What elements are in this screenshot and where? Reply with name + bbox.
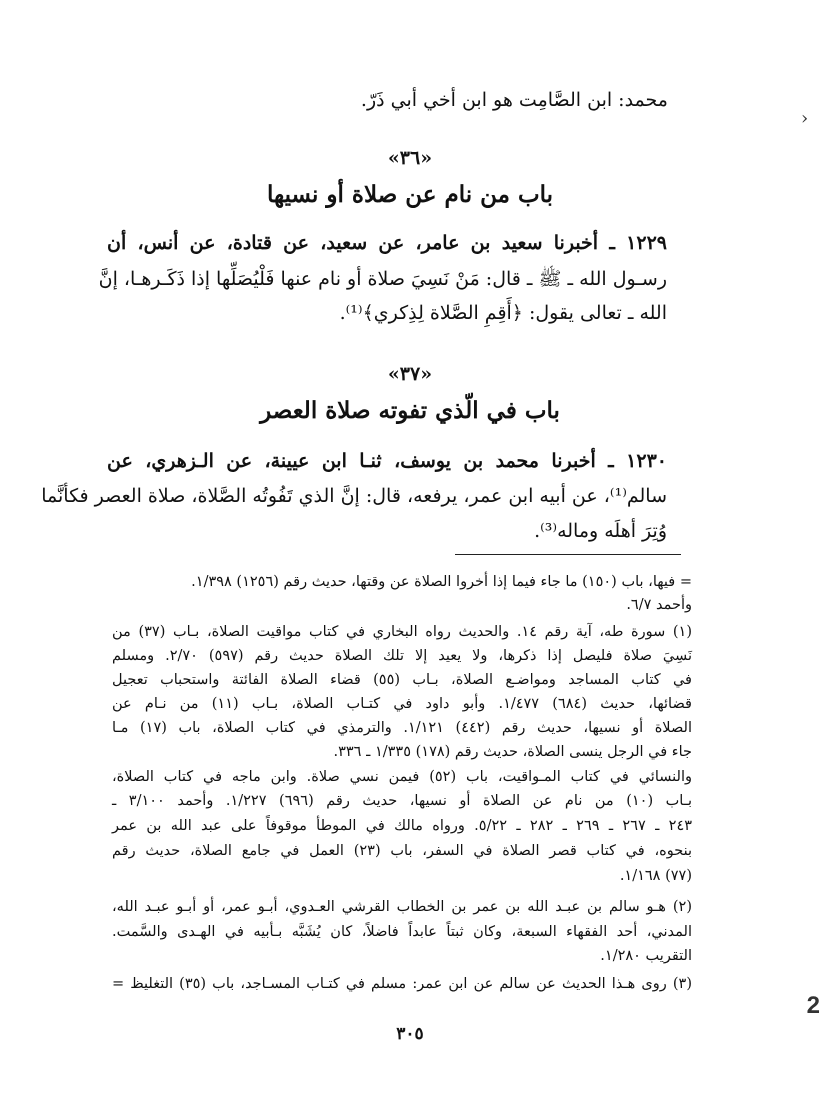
- hadith-1229-line-3: الله ـ تعالى يقول: ﴿أَقِمِ الصَّلاة لِذِكري﴾⁽¹⁾.: [339, 302, 667, 324]
- footnote-line: = فيها، باب (١٥٠) ما جاء فيما إذا أخروا الصلاة عن وقتها، حديث رقم (١٢٥٦) ١/٣٩٨.: [191, 574, 692, 590]
- section-36-number: «٣٦»: [387, 147, 433, 169]
- top-line: محمد: ابن الصَّامِت هو ابن أخي أبي ذَرّ.: [360, 89, 668, 111]
- footnote-line: بـاب (١٠) من نام عن الصلاة أو نسيها، حديث رقم (٦٩٦) ١/٢٢٧. وأحمد ٣/١٠٠ ـ: [112, 793, 692, 809]
- footnote-line: (٧٧) ١/١٦٨.: [619, 868, 692, 884]
- section-36-title: باب من نام عن صلاة أو نسيها: [266, 181, 554, 208]
- footnote-line: (٣) روى هـذا الحديث عن سالم عن ابن عمر: مسلم في كتـاب المسـاجد، باب (٣٥) التغليظ =: [112, 976, 693, 992]
- hadith-1229-line-2: رسـول الله ـ ﷺ ـ قال: مَنْ نَسِيَ صلاة أو نام عنها فَلْيُصَلِّها إذا ذَكَـرهـا، إنَّ: [98, 268, 667, 290]
- scan-tick-mark-icon: ‹: [801, 108, 809, 129]
- footnote-line: (٢) هـو سالم بن عبـد الله بن عمر بن الخطاب القرشي العـدوي، أبـو عمر، أو أبـو عبـد الله،: [112, 899, 692, 915]
- hadith-1230-line-2: سالم⁽¹⁾، عن أبيه ابن عمر، يرفعه، قال: إنَّ الذي تَفُوتُه الصَّلاة، صلاة العصر فكأنَّما: [41, 485, 667, 507]
- section-37-title: باب في الّذي تفوته صلاة العصر: [260, 397, 560, 424]
- footnote-line: ٢٤٣ ـ ٢٦٧ ـ ٢٦٩ ـ ٢٨٢ ـ ٥/٢٢. ورواه مالك في الموطأ موقوفاً على عبد الله بن عمر: [112, 818, 693, 834]
- page-number: ٣٠٥: [396, 1024, 424, 1044]
- footnote-line: المدني، أحد الفقهاء السبعة، وكان ثبتاً عابداً فاضلاً، كان يُشَبَّه بـأبيه في الهـدى والسَّمت.: [112, 924, 692, 940]
- section-37-number: «٣٧»: [387, 363, 433, 385]
- hadith-1230-line-3: وُتِرَ أهلَه وماله⁽³⁾.: [534, 520, 667, 542]
- hadith-1230-line-1: ١٢٣٠ ـ أخبرنا محمد بن يوسف، ثنـا ابن عيينة، عن الـزهري، عن: [107, 450, 667, 472]
- footnote-line: وأحمد ٦/٧.: [626, 597, 692, 613]
- footnote-line: بنحوه، في كتاب قصر الصلاة في السفر، باب (٢٣) العمل في جامع الصلاة، حديث رقم: [112, 843, 692, 859]
- footnote-line: (١) سورة طه، آية رقم ١٤. والحديث رواه البخاري في كتاب مواقيت الصلاة، بـاب (٣٧) من: [112, 624, 692, 640]
- margin-mark: 2: [806, 992, 820, 1019]
- footnote-line: الصلاة أو نسيها، حديث رقم (٤٤٢) ١/١٢١. والترمذي في كتاب الصلاة، باب (١٧) مـا: [112, 720, 692, 736]
- footnote-line: والنسائي في كتاب المـواقيت، باب (٥٢) فيمن نسي صلاة. وابن ماجه في كتاب الصلاة،: [112, 769, 692, 785]
- footnote-line: في كتاب المساجد ومواضـع الصلاة، بـاب (٥٥) قضاء الصلاة الفائتة واستحباب تعجيل: [112, 672, 692, 688]
- footnote-line: قضائها، حديث (٦٨٤) ١/٤٧٧. وأبو داود في كتـاب الصلاة، بـاب (١١) من نـام عن: [112, 696, 692, 712]
- hadith-1229-line-1: ١٢٢٩ ـ أخبرنا سعيد بن عامر، عن سعيد، عن قتادة، عن أنس، أن: [107, 232, 667, 254]
- footnote-divider: [455, 554, 681, 555]
- footnote-line: نَسِيَ صلاة فليصل إذا ذكرها، ولا يعيد إلا تلك الصلاة حديث رقم (٥٩٧) ٢/٧٠. ومسلم: [112, 648, 692, 664]
- footnote-line: جاء في الرجل ينسى الصلاة، حديث رقم (١٧٨) ١/٣٣٥ ـ ٣٣٦.: [333, 744, 692, 760]
- footnote-line: التقريب ١/٢٨٠.: [600, 948, 692, 964]
